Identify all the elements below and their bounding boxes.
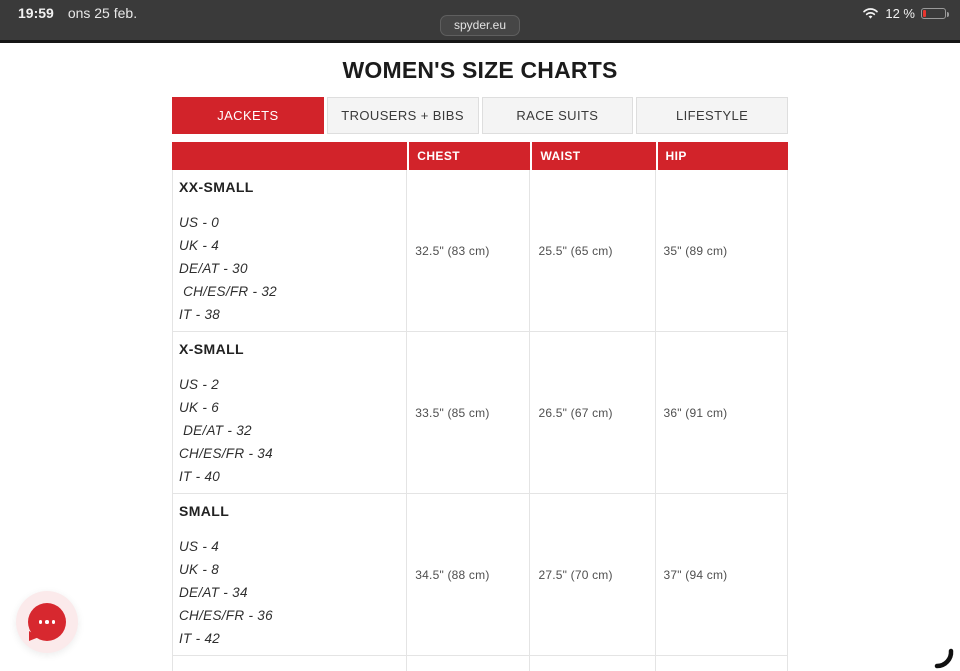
battery-nub [947,12,950,17]
size-name: XX-SMALL [179,179,254,195]
chat-widget-button[interactable] [16,591,78,653]
tab-race-suits[interactable]: RACE SUITS [482,97,634,134]
size-conversion: US - 4 [179,539,220,554]
table-row [172,494,788,656]
battery-percent-label: 12 % [885,6,915,21]
size-label-cell [172,656,407,671]
chest-value: 33.5" (85 cm) [407,332,530,493]
size-conversion: UK - 8 [179,562,220,577]
clock-time: 19:59 [18,5,54,21]
table-header-row [172,142,788,170]
header-cell-chest: CHEST [409,142,530,170]
tab-jackets[interactable]: JACKETS [172,97,324,134]
clock-date: ons 25 feb. [67,5,138,21]
battery-fill [923,10,926,17]
url-pill[interactable]: spyder.eu [440,15,520,36]
chat-dot [45,620,49,624]
loading-arc-icon [932,645,956,671]
size-conversion: IT - 40 [179,469,221,484]
size-conversion: CH/ES/FR - 34 [179,446,273,461]
size-label-cell [172,170,407,331]
waist-value [530,656,655,671]
size-table [172,142,788,671]
table-row [172,170,788,332]
size-conversion: UK - 6 [179,400,220,415]
status-left [18,5,137,21]
size-conversion: CH/ES/FR - 36 [179,608,273,623]
size-conversion: US - 2 [179,377,220,392]
size-chart-tabs [172,97,788,134]
battery-icon [921,8,946,19]
size-label-cell [172,332,407,493]
chat-dot [39,620,43,624]
chest-value [407,656,530,671]
wifi-icon [862,7,879,20]
chest-value: 32.5" (83 cm) [407,170,530,331]
waist-value: 27.5" (70 cm) [530,494,655,655]
size-conversion: US - 0 [179,215,220,230]
waist-value: 26.5" (67 cm) [530,332,655,493]
size-conversion: DE/AT - 34 [179,585,248,600]
table-row [172,332,788,494]
status-bar [0,0,960,43]
size-conversion: IT - 38 [179,307,221,322]
header-cell-empty [172,142,407,170]
table-row-clipped [172,656,788,671]
tab-trousers-bibs[interactable]: TROUSERS + BIBS [327,97,479,134]
size-chart-content [172,97,788,671]
hip-value: 36" (91 cm) [656,332,788,493]
hip-value: 37" (94 cm) [656,494,788,655]
size-conversion: DE/AT - 30 [179,261,248,276]
size-conversion: DE/AT - 32 [179,423,252,438]
size-label-cell [172,494,407,655]
chat-bubble-icon [28,603,66,641]
status-right [862,6,946,21]
header-cell-waist: WAIST [532,142,655,170]
size-conversion: CH/ES/FR - 32 [179,284,277,299]
hip-value: 35" (89 cm) [656,170,788,331]
waist-value: 25.5" (65 cm) [530,170,655,331]
page-title: WOMEN'S SIZE CHARTS [342,57,618,83]
chat-dot [52,620,56,624]
size-name: X-SMALL [179,341,245,357]
chest-value: 34.5" (88 cm) [407,494,530,655]
header-cell-hip: HIP [658,142,788,170]
size-conversion: IT - 42 [179,631,221,646]
tab-lifestyle[interactable]: LIFESTYLE [636,97,788,134]
size-conversion: UK - 4 [179,238,220,253]
size-name: SMALL [179,503,230,519]
hip-value [656,656,788,671]
